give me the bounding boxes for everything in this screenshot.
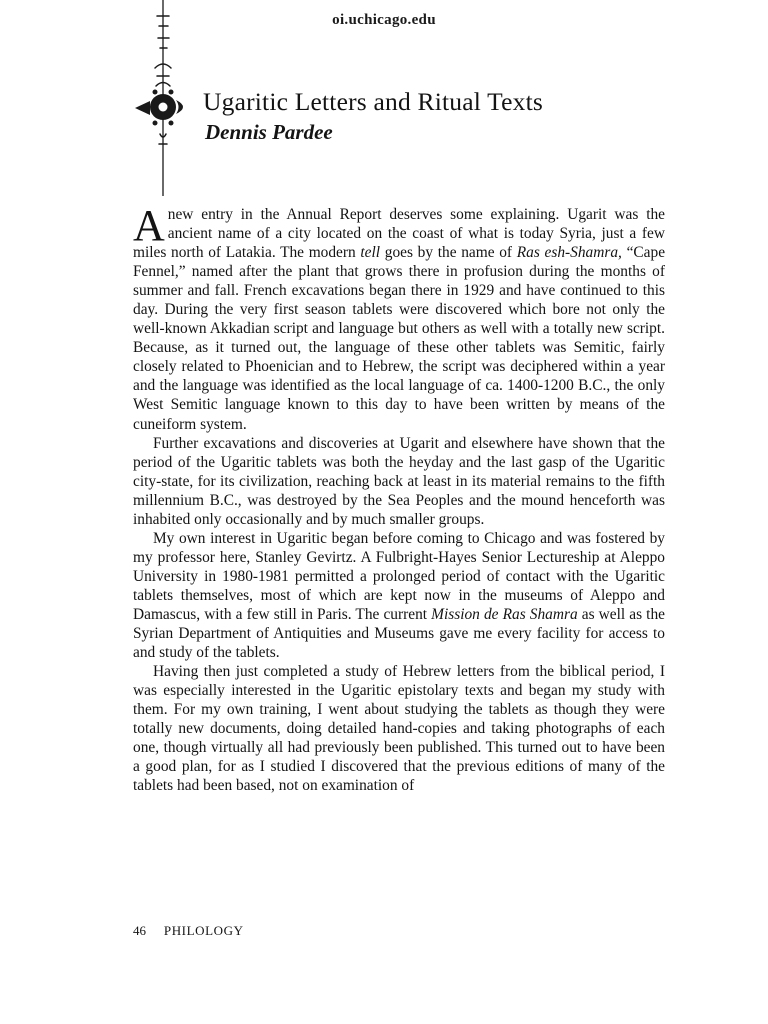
article-title: Ugaritic Letters and Ritual Texts xyxy=(203,87,544,116)
paragraph-4: Having then just completed a study of Hebrew letters from the biblical period, I was especially interested in the Ugaritic epistolary texts and began my study with them. For my own training, I went about studying the tablets as though they were totally new documents, doing detailed hand-copies and taking photographs of each one, though virtually all had previously been published. This turned out to have been a good plan, for as I studied I discovered that the previous editions of many of the tablets had been based, not on examination of xyxy=(133,663,665,795)
page-number: 46 xyxy=(133,923,146,938)
page-footer xyxy=(133,923,244,939)
watermark: oi.uchicago.edu xyxy=(332,12,436,28)
mission-name: Mission de Ras Shamra xyxy=(431,605,578,623)
paragraph-2: Further excavations and discoveries at Ugarit and elsewhere have shown that the period of the Ugaritic tablets was both the heyday and the last gasp of the Ugaritic city-state, for its civilization, reaching back at least in its material remains to the fifth millennium B.C., was destroyed by the Sea Peoples and the mound henceforth was inhabited only occasionally and by much smaller groups. xyxy=(133,434,665,528)
article-author: Dennis Pardee xyxy=(205,120,333,144)
section-name: PHILOLOGY xyxy=(163,923,244,938)
article-body xyxy=(133,201,666,795)
drop-cap: A xyxy=(133,201,165,250)
term-tell: tell xyxy=(360,244,381,262)
paragraph-1: Anew entry in the Annual Report deserves some explaining. Ugarit was the ancient name of a city located on the coast of what is today Syria, just a few miles north of Latakia. The modern tell goes by the name of Ras esh-Shamra, “Cape Fennel,” named after the plant that grows there in profusion during the months of summer and fall. French excavations began there in 1929 and have continued to this day. During the very first season tablets were discovered which bore not only the well-known Akkadian script and language but others as well with a totally new script. Because, as it turned out, the language of these other tablets was Semitic, fairly closely related to Phoenician and to Hebrew, the script was deciphered within a year and the language was identified as the local language of ca. 1400-1200 B.C., the only West Semitic language known to this day to have been written by means of the cuneiform system. xyxy=(133,201,666,433)
place-name-ras-esh-shamra: Ras esh-Shamra, xyxy=(516,244,622,262)
decorative-ornament-icon xyxy=(133,0,193,200)
paragraph-3: My own interest in Ugaritic began before coming to Chicago and was fostered by my professor here, Stanley Gevirtz. A Fulbright-Hayes Senior Lectureship at Aleppo University in 1980-1981 permitted a prolonged period of contact with the Ugaritic tablets themselves, most of which are kept now in the museums of Aleppo and Damascus, with a few still in Paris. The current Mission de Ras Shamra as well as the Syrian Department of Antiquities and Museums gave me every facility for access to and study of the tablets. xyxy=(133,529,665,662)
